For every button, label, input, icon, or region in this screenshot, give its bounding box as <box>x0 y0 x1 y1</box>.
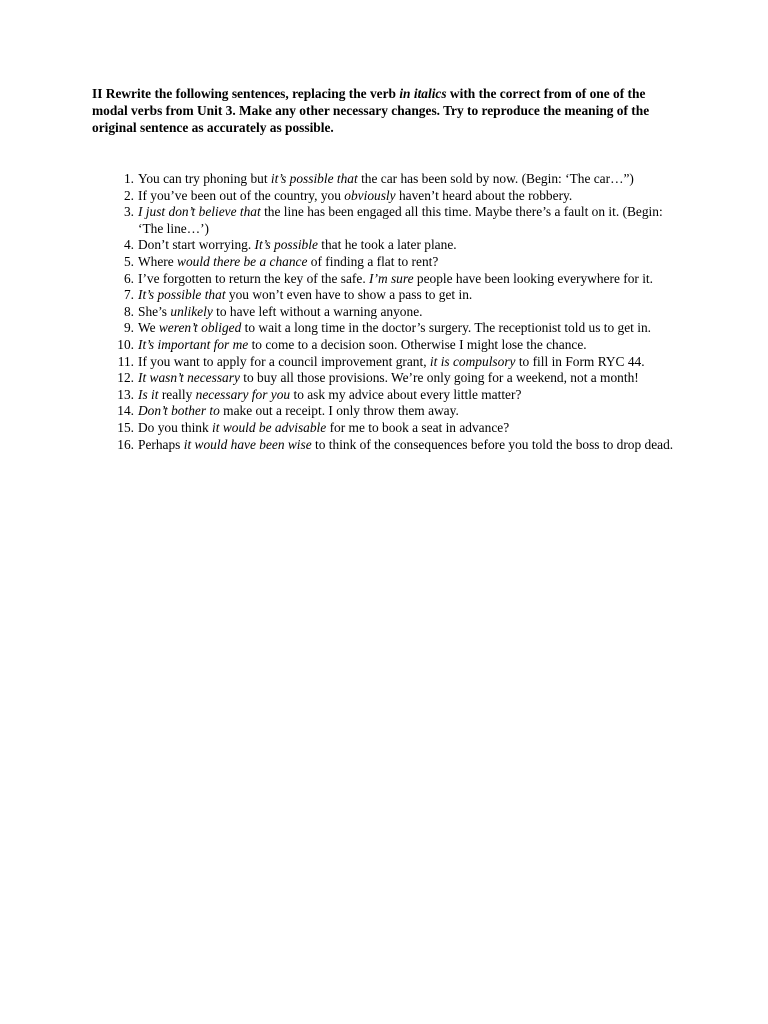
text-segment: you won’t even have to show a pass to get in. <box>225 287 473 303</box>
item-text <box>138 287 472 302</box>
item-number: 2. <box>123 187 134 203</box>
item-text <box>138 354 645 369</box>
italic-phrase: I’m sure <box>369 270 414 286</box>
text-segment: Perhaps <box>138 436 184 452</box>
item-text <box>138 403 459 418</box>
text-segment: If you want to apply for a council improvement grant, <box>138 353 430 369</box>
item-text <box>138 254 438 269</box>
text-segment: Do you think <box>138 419 213 435</box>
item-number: 11. <box>117 353 134 369</box>
list-item <box>92 320 682 337</box>
item-text <box>138 171 634 186</box>
list-item <box>92 271 682 288</box>
text-segment: make out a receipt. I only throw them away. <box>219 403 459 419</box>
text-segment: Where <box>138 253 178 269</box>
text-segment: to ask my advice about every little matter? <box>290 386 522 402</box>
list-item <box>92 237 682 254</box>
text-segment: that he took a later plane. <box>317 237 457 253</box>
item-number: 5. <box>123 253 134 269</box>
text-segment: to buy all those provisions. We’re only going for a weekend, not a month! <box>239 370 639 386</box>
text-segment: to wait a long time in the doctor’s surgery. The receptionist told us to get in. <box>241 320 652 336</box>
item-number: 4. <box>123 237 134 253</box>
list-item <box>92 287 682 304</box>
text-segment: to fill in Form RYC 44. <box>515 353 645 369</box>
item-number: 3. <box>123 204 134 220</box>
item-number: 9. <box>123 320 134 336</box>
italic-phrase: unlikely <box>170 303 213 319</box>
text-segment: of finding a flat to rent? <box>307 253 439 269</box>
item-number: 15. <box>117 419 134 435</box>
italic-phrase: it would have been wise <box>183 436 312 452</box>
item-number: 6. <box>123 270 134 286</box>
instructions-italic-text: in italics <box>399 86 447 101</box>
exercise-instructions <box>92 85 682 136</box>
item-text <box>138 237 457 252</box>
italic-phrase: It’s possible <box>254 237 318 253</box>
italic-phrase: It’s possible that <box>138 287 226 303</box>
instructions-text: with the correct from of one of the modal verbs from Unit 3. Make any other necessary changes. Try to reproduce the meaning of the original sentence as accurately as possible. <box>92 86 650 135</box>
item-text <box>138 420 509 435</box>
italic-phrase: It wasn’t necessary <box>138 370 240 386</box>
item-text <box>138 370 639 385</box>
text-segment: for me to book a seat in advance? <box>326 419 510 435</box>
list-item <box>92 403 682 420</box>
text-segment: the car has been sold by now. (Begin: ‘The car…”) <box>357 171 634 186</box>
list-item <box>92 437 682 454</box>
item-text <box>138 271 653 286</box>
text-segment: people have been looking everywhere for it. <box>413 270 653 286</box>
item-text <box>138 337 587 352</box>
list-item <box>92 370 682 387</box>
italic-phrase: Don’t bother to <box>138 403 220 419</box>
item-number: 1. <box>123 171 134 186</box>
item-number: 8. <box>123 303 134 319</box>
item-number: 10. <box>117 336 134 352</box>
list-item <box>92 171 682 188</box>
text-segment: If you’ve been out of the country, you <box>138 187 345 203</box>
italic-phrase: it’s possible that <box>270 171 358 186</box>
list-item <box>92 304 682 321</box>
text-segment: You can try phoning but <box>138 171 271 186</box>
list-item <box>92 254 682 271</box>
text-segment: to come to a decision soon. Otherwise I might lose the chance. <box>248 336 587 352</box>
item-number: 16. <box>117 436 134 452</box>
text-segment: I’ve forgotten to return the key of the safe. <box>138 270 370 286</box>
item-text <box>138 320 651 335</box>
text-segment: really <box>158 386 196 402</box>
list-item <box>92 387 682 404</box>
italic-phrase: It’s important for me <box>138 336 249 352</box>
item-number: 12. <box>117 370 134 386</box>
document-page <box>92 85 682 452</box>
italic-phrase: Is it <box>138 386 159 402</box>
item-number: 7. <box>123 287 134 303</box>
list-item <box>92 420 682 437</box>
text-segment: haven’t heard about the robbery. <box>395 187 573 203</box>
list-item <box>92 188 682 205</box>
italic-phrase: it would be advisable <box>212 419 327 435</box>
text-segment: to think of the consequences before you told the boss to drop dead. <box>311 436 674 452</box>
text-segment: the line has been engaged all this time. Maybe there’s a fault on it. (Begin: ‘The line…’) <box>138 204 663 236</box>
italic-phrase: it is compulsory <box>429 353 516 369</box>
text-segment: to have left without a warning anyone. <box>212 303 423 319</box>
italic-phrase: would there be a chance <box>177 253 308 269</box>
italic-phrase: weren’t obliged <box>158 320 242 336</box>
item-text <box>138 437 673 452</box>
item-text <box>138 204 663 236</box>
italic-phrase: obviously <box>344 187 396 203</box>
text-segment: Don’t start worrying. <box>138 237 255 253</box>
italic-phrase: I just don’t believe that <box>138 204 261 220</box>
item-text <box>138 188 572 203</box>
list-item <box>92 354 682 371</box>
instructions-text: II Rewrite the following sentences, replacing the verb <box>92 86 400 101</box>
italic-phrase: necessary for you <box>195 386 291 402</box>
list-item <box>92 337 682 354</box>
list-item <box>92 204 682 237</box>
item-number: 14. <box>117 403 134 419</box>
item-number: 13. <box>117 386 134 402</box>
item-text <box>138 304 423 319</box>
item-text <box>138 387 521 402</box>
text-segment: We <box>138 320 159 336</box>
text-segment: She’s <box>138 303 171 319</box>
exercise-list <box>92 171 682 453</box>
